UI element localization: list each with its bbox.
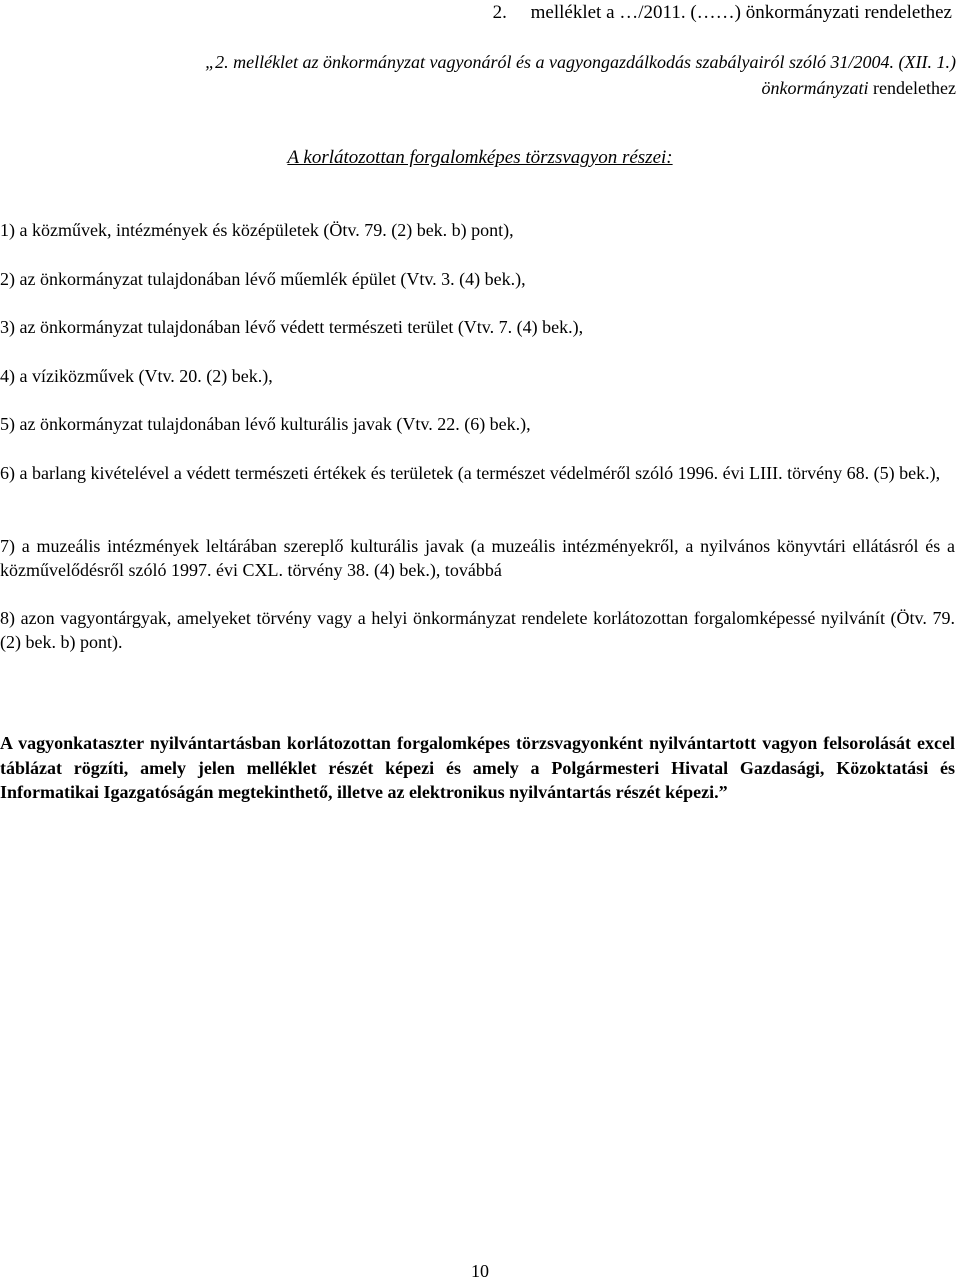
reference-line-2 [205,75,956,101]
reference-line-2-italic: önkormányzati [761,78,869,98]
amended-regulation-reference [205,49,956,101]
list-item-2: 2) az önkormányzat tulajdonában lévő műemlék épület (Vtv. 3. (4) bek.), [0,269,526,289]
closing-paragraph: A vagyonkataszter nyilvántartásban korlátozottan forgalomképes törzsvagyonként nyilvántartott vagyon felsorolását excel táblázat rögzíti, amely jelen melléklet részét képezi és amely a Polgármesteri Hivatal Gazdasági, Közoktatási és Informatikai Igazgatóságán megtekinthető, illetve az elektronikus nyilvántartás részét képezi.” [0,733,955,802]
annex-header [493,2,952,24]
reference-line-2-rest: rendelethez [868,78,956,98]
list-item-6: 6) a barlang kivételével a védett természeti értékek és területek (a természet védelméről szóló 1996. évi LIII. törvény 68. (5) bek.), [0,463,941,483]
list-item-7: 7) a muzeális intézmények leltárában szereplő kulturális javak (a muzeális intézményekről, a nyilvános könyvtári ellátásról és a közművelődésről szóló 1997. évi CXL. törvény 38. (4) bek.), továbbá [0,536,955,580]
list-item-1: 1) a közművek, intézmények és középületek (Ötv. 79. (2) bek. b) pont), [0,220,514,240]
list-item-8: 8) azon vagyontárgyak, amelyeket törvény vagy a helyi önkormányzat rendelete korlátozottan forgalomképessé nyilvánít (Ötv. 79. (2) bek. b) pont). [0,608,955,652]
section-title: A korlátozottan forgalomképes törzsvagyon részei: [287,147,673,168]
list-item-5: 5) az önkormányzat tulajdonában lévő kulturális javak (Vtv. 22. (6) bek.), [0,414,531,434]
annex-header-text: melléklet a …/2011. (……) önkormányzati rendelethez [530,2,952,23]
page-number: 10 [471,1261,489,1281]
annex-number: 2. [492,2,507,23]
reference-line-1: „2. melléklet az önkormányzat vagyonáról és a vagyongazdálkodás szabályairól szóló 31/2004. (XII. 1.) [205,52,956,72]
list-item-3: 3) az önkormányzat tulajdonában lévő védett természeti terület (Vtv. 7. (4) bek.), [0,317,584,337]
list-item-4: 4) a víziközművek (Vtv. 20. (2) bek.), [0,366,273,386]
